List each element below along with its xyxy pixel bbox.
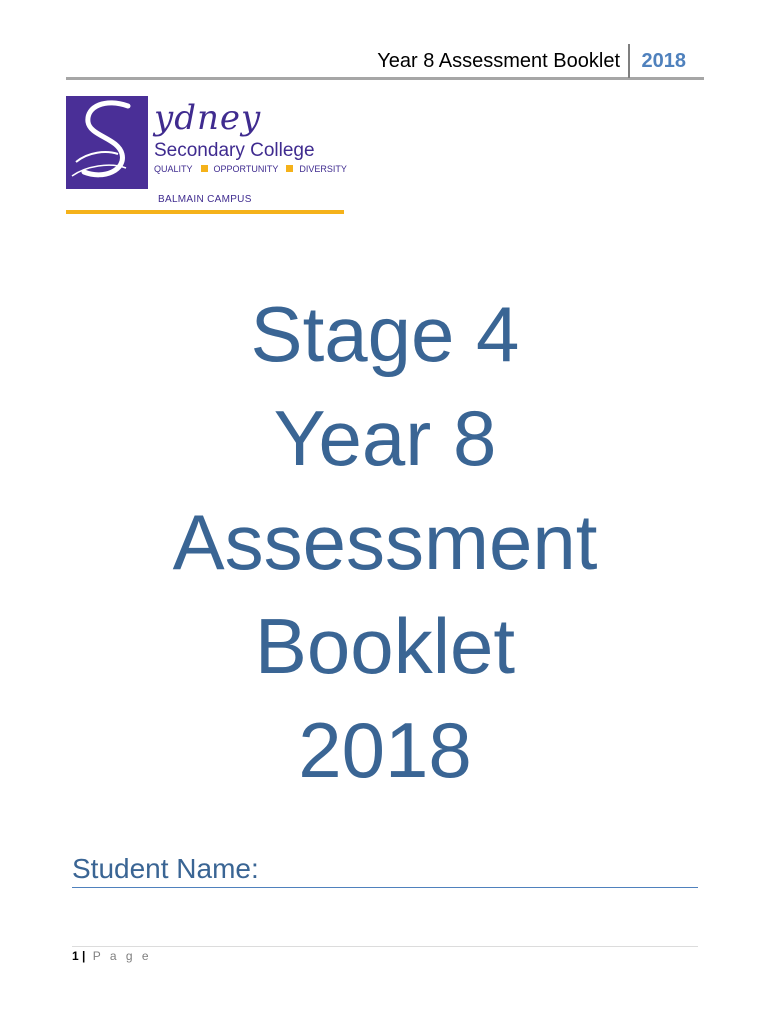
logo-wordmark: ydney xyxy=(154,98,262,138)
tagline-square-icon xyxy=(286,165,293,172)
title-line-stage: Stage 4 xyxy=(250,290,520,378)
header-year: 2018 xyxy=(641,50,686,72)
logo-s-emblem-icon xyxy=(66,96,148,189)
tagline-quality: QUALITY xyxy=(154,164,193,174)
header-title: Year 8 Assessment Booklet xyxy=(377,50,620,72)
tagline-diversity: DIVERSITY xyxy=(299,164,347,174)
logo-college-name: Secondary College xyxy=(154,140,315,161)
student-name-field[interactable] xyxy=(72,852,698,888)
cover-title xyxy=(0,282,770,802)
logo-campus: BALMAIN CAMPUS xyxy=(158,194,252,205)
tagline-square-icon xyxy=(201,165,208,172)
header-separator xyxy=(628,44,630,78)
student-name-label: Student Name: xyxy=(72,853,259,884)
title-line-assessment: Assessment xyxy=(172,498,598,586)
title-line-date: 2018 xyxy=(298,706,472,794)
school-logo xyxy=(66,96,356,216)
page-footer xyxy=(72,949,152,963)
footer-separator: | xyxy=(82,949,86,963)
page-label: P a g e xyxy=(92,949,152,963)
logo-tagline xyxy=(154,164,347,174)
footer-divider xyxy=(72,946,698,947)
title-line-year: Year 8 xyxy=(273,394,497,482)
logo-underline xyxy=(66,210,344,214)
tagline-opportunity: OPPORTUNITY xyxy=(213,164,279,174)
page-header xyxy=(66,40,704,80)
page-number: 1 xyxy=(72,949,79,963)
title-line-booklet: Booklet xyxy=(254,602,516,690)
